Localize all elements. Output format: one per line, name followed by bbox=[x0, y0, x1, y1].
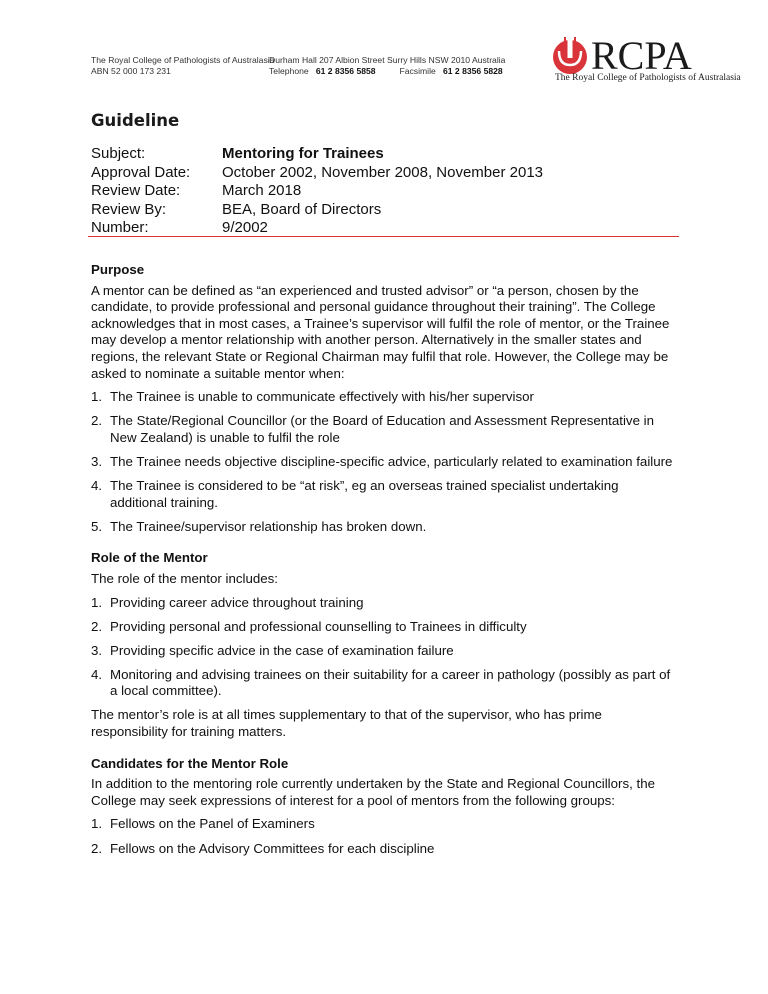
list-item bbox=[91, 841, 679, 858]
role-list bbox=[91, 595, 679, 700]
candidates-list bbox=[91, 816, 679, 857]
purpose-intro: A mentor can be defined as “an experienced and trusted advisor” or “a person, chosen by the candidate, to provide professional and personal guidance throughout their training”. The College acknowledges that in most cases, a Trainee’s supervisor will fulfil the role of mentor, or the Trainee may develop a mentor relationship with another person. Alternatively in the smaller states and regions, the relevant State or Regional Chairman may fulfil that role. However, the College may be asked to nominate a suitable mentor when: bbox=[91, 282, 670, 381]
role-section bbox=[91, 550, 679, 740]
list-number: 1. bbox=[91, 594, 103, 610]
org-abn: ABN 52 000 173 231 bbox=[91, 66, 171, 76]
subject-row bbox=[91, 145, 543, 164]
org-info bbox=[91, 55, 274, 77]
list-text: Providing personal and professional counselling to Trainees in difficulty bbox=[110, 618, 527, 634]
list-text: The Trainee is unable to communicate effectively with his/her supervisor bbox=[110, 389, 534, 405]
list-item bbox=[91, 413, 679, 446]
candidates-section bbox=[91, 756, 679, 857]
review-date-row bbox=[91, 182, 543, 201]
subject-label: Subject: bbox=[91, 145, 146, 162]
list-item bbox=[91, 389, 679, 406]
header-divider bbox=[88, 236, 679, 237]
list-number: 3. bbox=[91, 453, 103, 469]
list-number: 2. bbox=[91, 840, 103, 856]
list-text: The Trainee/supervisor relationship has broken down. bbox=[110, 518, 427, 534]
list-number: 2. bbox=[91, 413, 103, 429]
document-type: Guideline bbox=[91, 111, 180, 130]
role-heading: Role of the Mentor bbox=[91, 550, 208, 566]
list-text: The State/Regional Councillor (or the Board of Education and Assessment Representative in New Zealand) is unable to fulfil the role bbox=[110, 413, 655, 445]
list-item bbox=[91, 816, 679, 833]
telephone-label: Telephone bbox=[269, 66, 309, 76]
approval-date-value: October 2002, November 2008, November 2013 bbox=[222, 163, 544, 181]
logo-wordmark: RCPA bbox=[591, 33, 692, 78]
list-text: Providing career advice throughout training bbox=[110, 594, 364, 610]
purpose-section bbox=[91, 262, 679, 535]
review-by-row bbox=[91, 201, 543, 220]
number-row bbox=[91, 219, 543, 238]
review-date-value: March 2018 bbox=[222, 182, 302, 199]
subject-value: Mentoring for Trainees bbox=[222, 145, 384, 162]
list-item bbox=[91, 667, 679, 700]
document-body bbox=[91, 262, 679, 865]
list-item bbox=[91, 643, 679, 660]
contact-info bbox=[269, 55, 505, 77]
list-item bbox=[91, 478, 679, 511]
list-text: The Trainee needs objective discipline-specific advice, particularly related to examination failure bbox=[110, 453, 673, 469]
list-number: 1. bbox=[91, 389, 103, 405]
role-outro: The mentor’s role is at all times supplementary to that of the supervisor, who has prime responsibility for training matters. bbox=[91, 707, 602, 740]
approval-date-label: Approval Date: bbox=[91, 163, 191, 181]
role-intro: The role of the mentor includes: bbox=[91, 570, 278, 586]
list-number: 4. bbox=[91, 478, 103, 494]
candidates-intro: In addition to the mentoring role currently undertaken by the State and Regional Councillors, the College may seek expressions of interest for a pool of mentors from the following groups: bbox=[91, 776, 655, 808]
list-item bbox=[91, 595, 679, 612]
approval-date-row bbox=[91, 164, 543, 183]
review-by-value: BEA, Board of Directors bbox=[222, 200, 382, 218]
review-by-label: Review By: bbox=[91, 200, 167, 218]
list-number: 1. bbox=[91, 816, 103, 832]
list-number: 4. bbox=[91, 666, 103, 682]
list-number: 5. bbox=[91, 518, 103, 534]
candidates-heading: Candidates for the Mentor Role bbox=[91, 755, 289, 771]
list-text: The Trainee is considered to be “at risk”, eg an overseas trained specialist undertaking additional training. bbox=[110, 478, 619, 510]
document-metadata bbox=[91, 145, 543, 238]
org-address: Durham Hall 207 Albion Street Surry Hills NSW 2010 Australia bbox=[269, 55, 506, 65]
list-item bbox=[91, 454, 679, 471]
list-number: 2. bbox=[91, 618, 103, 634]
list-text: Providing specific advice in the case of examination failure bbox=[110, 642, 454, 658]
telephone-number: 61 2 8356 5858 bbox=[315, 66, 376, 76]
review-date-label: Review Date: bbox=[91, 182, 181, 199]
list-text: Fellows on the Panel of Examiners bbox=[110, 816, 315, 832]
contact-numbers bbox=[269, 66, 505, 77]
list-item bbox=[91, 619, 679, 636]
purpose-list bbox=[91, 389, 679, 535]
number-label: Number: bbox=[91, 219, 149, 236]
list-text: Monitoring and advising trainees on their suitability for a career in pathology (possibly as part of a local committee). bbox=[110, 666, 671, 699]
org-name: The Royal College of Pathologists of Australasia bbox=[91, 55, 275, 65]
number-value: 9/2002 bbox=[222, 219, 268, 236]
list-number: 3. bbox=[91, 642, 103, 658]
purpose-heading: Purpose bbox=[91, 262, 145, 277]
list-item bbox=[91, 519, 679, 536]
fax-number: 61 2 8356 5828 bbox=[442, 66, 503, 76]
fax-label: Facsimile bbox=[399, 66, 436, 76]
logo-subtitle: The Royal College of Pathologists of Australasia bbox=[555, 73, 741, 83]
rcpa-emblem-icon bbox=[550, 37, 590, 75]
list-text: Fellows on the Advisory Committees for each discipline bbox=[110, 840, 435, 856]
